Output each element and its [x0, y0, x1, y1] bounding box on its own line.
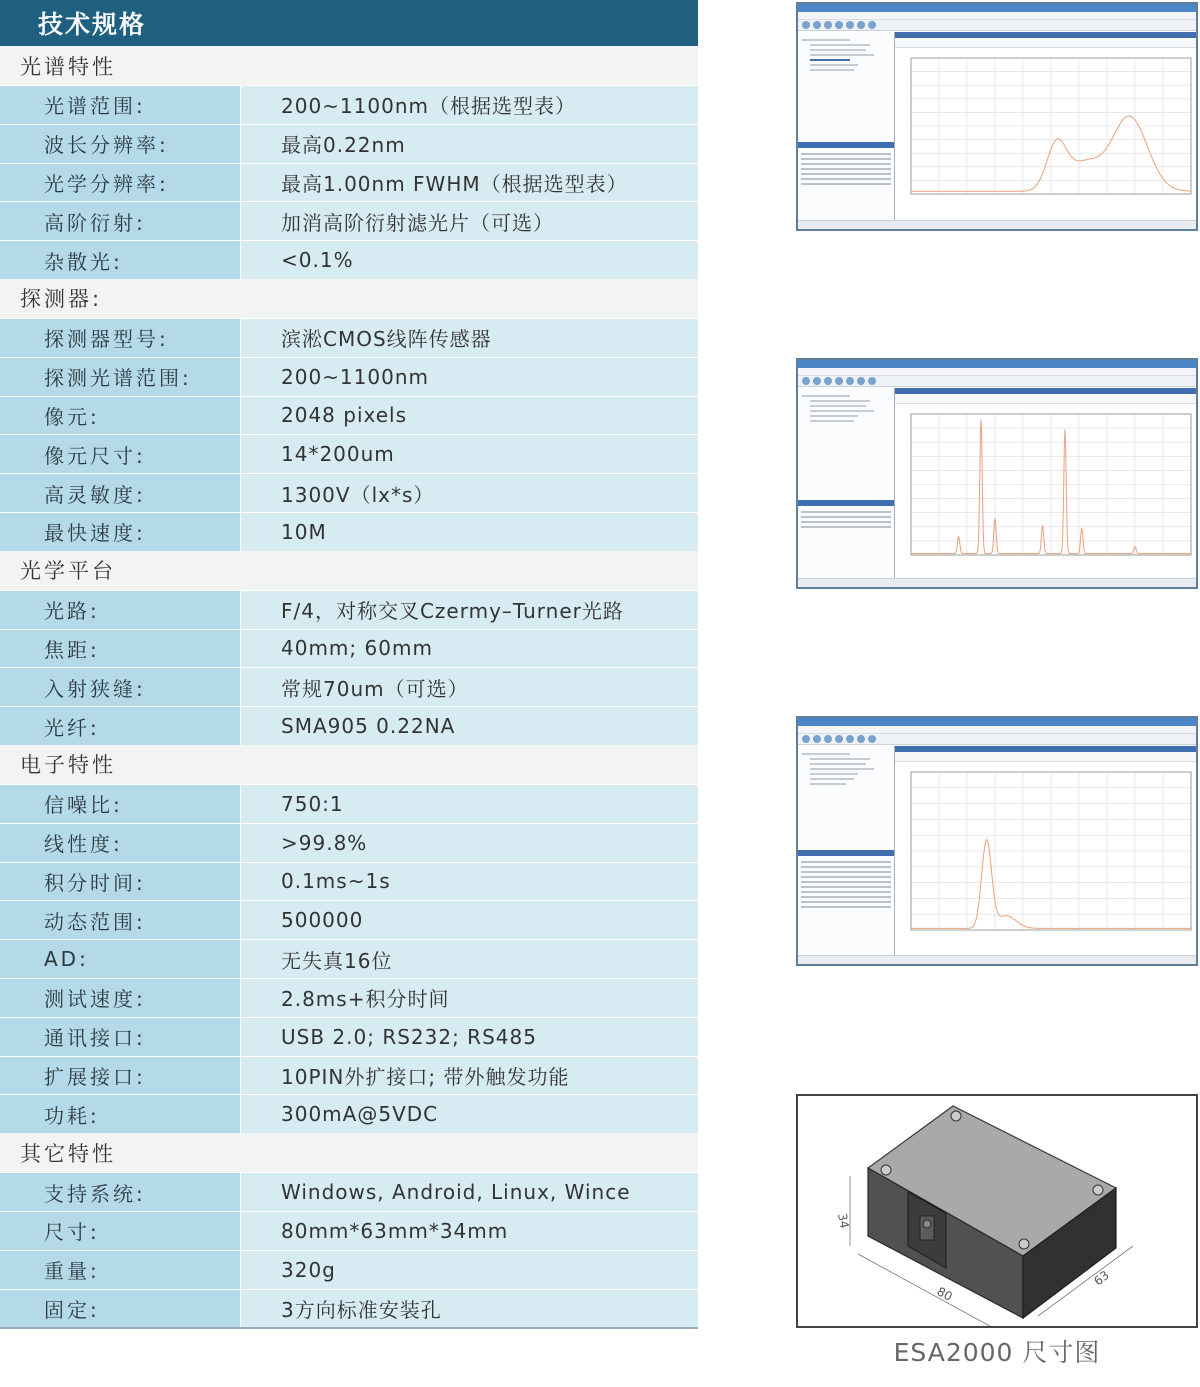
spec-value: <0.1% — [241, 241, 698, 279]
spec-value: 500000 — [241, 901, 698, 939]
spec-row — [0, 706, 698, 745]
spec-key: 光谱范围: — [0, 86, 241, 124]
spec-value: 750:1 — [241, 785, 698, 823]
spec-row — [0, 978, 698, 1017]
spec-value: Windows, Android, Linux, Wince — [241, 1173, 698, 1211]
spec-key: 光纤: — [0, 707, 241, 745]
spec-key: 探测器型号: — [0, 319, 241, 357]
spec-key: 光路: — [0, 591, 241, 629]
spectrum-panel — [895, 746, 1196, 956]
screw-icon — [881, 1165, 891, 1175]
spec-key: 探测光谱范围: — [0, 358, 241, 396]
connector-port-icon — [923, 1220, 931, 1228]
window-toolbar — [798, 734, 1196, 745]
spec-value: 14*200um — [241, 435, 698, 473]
spectrum-panel — [895, 32, 1196, 221]
spec-key: 像元尺寸: — [0, 435, 241, 473]
spec-key: 功耗: — [0, 1095, 241, 1133]
spec-value: >99.8% — [241, 824, 698, 862]
spec-key: 杂散光: — [0, 241, 241, 279]
spec-row — [0, 124, 698, 163]
spec-value: USB 2.0; RS232; RS485 — [241, 1018, 698, 1056]
device-3d-drawing — [798, 1096, 1196, 1326]
spec-row — [0, 784, 698, 823]
spec-key: 像元: — [0, 397, 241, 435]
spectrum-panel — [895, 388, 1196, 579]
spec-row — [0, 939, 698, 978]
spec-key: 固定: — [0, 1290, 241, 1328]
spec-value: 加消高阶衍射滤光片（可选） — [241, 202, 698, 240]
spec-row — [0, 1094, 698, 1133]
software-screenshot-2 — [796, 358, 1198, 589]
screw-icon — [1019, 1239, 1029, 1249]
spec-value: 常规70um（可选） — [241, 668, 698, 706]
spec-key: 高阶衍射: — [0, 202, 241, 240]
window-title-bar — [798, 4, 1196, 12]
spec-row — [0, 357, 698, 396]
spec-value: 300mA@5VDC — [241, 1095, 698, 1133]
spec-key: 波长分辨率: — [0, 125, 241, 163]
spec-key: 测试速度: — [0, 979, 241, 1017]
status-bar — [798, 578, 1196, 587]
spec-row — [0, 240, 698, 279]
status-bar — [798, 955, 1196, 964]
spec-body — [0, 46, 698, 1327]
spec-value: 40mm; 60mm — [241, 630, 698, 668]
section-heading: 光谱特性 — [0, 46, 698, 85]
spec-row — [0, 201, 698, 240]
spec-row — [0, 1211, 698, 1250]
spec-key: 尺寸: — [0, 1212, 241, 1250]
spec-row — [0, 667, 698, 706]
spec-row — [0, 823, 698, 862]
spec-key: 入射狭缝: — [0, 668, 241, 706]
spec-value: 3方向标准安装孔 — [241, 1290, 698, 1328]
spectrum-plot-2 — [897, 406, 1197, 571]
spec-row — [0, 862, 698, 901]
screw-icon — [951, 1111, 961, 1121]
spec-key: 光学分辨率: — [0, 164, 241, 202]
spec-row — [0, 1017, 698, 1056]
spec-row — [0, 512, 698, 551]
window-toolbar — [798, 376, 1196, 387]
section-heading: 探测器: — [0, 279, 698, 318]
spec-key: 最快速度: — [0, 513, 241, 551]
spec-row — [0, 163, 698, 202]
length-label: 80 — [934, 1284, 955, 1304]
spec-row — [0, 629, 698, 668]
spec-key: 高灵敏度: — [0, 474, 241, 512]
spec-value: 最高1.00nm FWHM（根据选型表） — [241, 164, 698, 202]
spec-row — [0, 473, 698, 512]
spec-value: 10M — [241, 513, 698, 551]
section-heading: 电子特性 — [0, 745, 698, 784]
spec-value: 1300V（lx*s） — [241, 474, 698, 512]
spec-value: SMA905 0.22NA — [241, 707, 698, 745]
spec-row — [0, 590, 698, 629]
spec-row — [0, 1250, 698, 1289]
spec-key: 通讯接口: — [0, 1018, 241, 1056]
spec-row — [0, 1172, 698, 1211]
spec-value: 0.1ms~1s — [241, 863, 698, 901]
window-menu-bar — [798, 726, 1196, 734]
file-tree-panel — [798, 746, 895, 956]
software-screenshot-3 — [796, 716, 1198, 966]
spec-value: 320g — [241, 1251, 698, 1289]
window-menu-bar — [798, 12, 1196, 20]
screw-icon — [1093, 1185, 1103, 1195]
window-menu-bar — [798, 368, 1196, 376]
spec-row — [0, 1056, 698, 1095]
spec-row — [0, 900, 698, 939]
window-toolbar — [798, 20, 1196, 31]
spec-value: 2048 pixels — [241, 397, 698, 435]
section-heading: 光学平台 — [0, 551, 698, 590]
file-tree-panel — [798, 32, 895, 221]
spec-value: 2.8ms+积分时间 — [241, 979, 698, 1017]
file-tree-panel — [798, 388, 895, 579]
spec-row — [0, 1289, 698, 1328]
spec-value: 80mm*63mm*34mm — [241, 1212, 698, 1250]
window-title-bar — [798, 718, 1196, 726]
spec-value: 10PIN外扩接口; 带外触发功能 — [241, 1057, 698, 1095]
spec-key: 动态范围: — [0, 901, 241, 939]
width-label: 63 — [1091, 1267, 1112, 1289]
height-label: 34 — [835, 1212, 852, 1230]
spec-key: 线性度: — [0, 824, 241, 862]
spec-row — [0, 396, 698, 435]
spec-value: F/4，对称交叉Czermy–Turner光路 — [241, 591, 698, 629]
spec-row — [0, 434, 698, 473]
spec-value: 滨淞CMOS线阵传感器 — [241, 319, 698, 357]
spectrum-plot-1 — [897, 50, 1197, 210]
spec-key: 扩展接口: — [0, 1057, 241, 1095]
spec-key: AD: — [0, 940, 241, 978]
software-screenshot-1 — [796, 2, 1198, 231]
window-title-bar — [798, 360, 1196, 368]
spec-key: 信噪比: — [0, 785, 241, 823]
dimension-drawing — [796, 1094, 1198, 1328]
spec-value: 200~1100nm — [241, 358, 698, 396]
spec-key: 支持系统: — [0, 1173, 241, 1211]
table-bottom-rule — [0, 1327, 698, 1329]
status-bar — [798, 220, 1196, 229]
spec-row — [0, 318, 698, 357]
drawing-caption: ESA2000 尺寸图 — [893, 1338, 1101, 1367]
section-heading: 其它特性 — [0, 1133, 698, 1172]
spec-key: 焦距: — [0, 630, 241, 668]
spec-value: 无失真16位 — [241, 940, 698, 978]
spectrum-plot-3 — [897, 764, 1197, 946]
spec-key: 重量: — [0, 1251, 241, 1289]
spec-key: 积分时间: — [0, 863, 241, 901]
spec-row — [0, 85, 698, 124]
spec-value: 最高0.22nm — [241, 125, 698, 163]
spec-value: 200~1100nm（根据选型表） — [241, 86, 698, 124]
spec-title: 技术规格 — [0, 0, 698, 46]
